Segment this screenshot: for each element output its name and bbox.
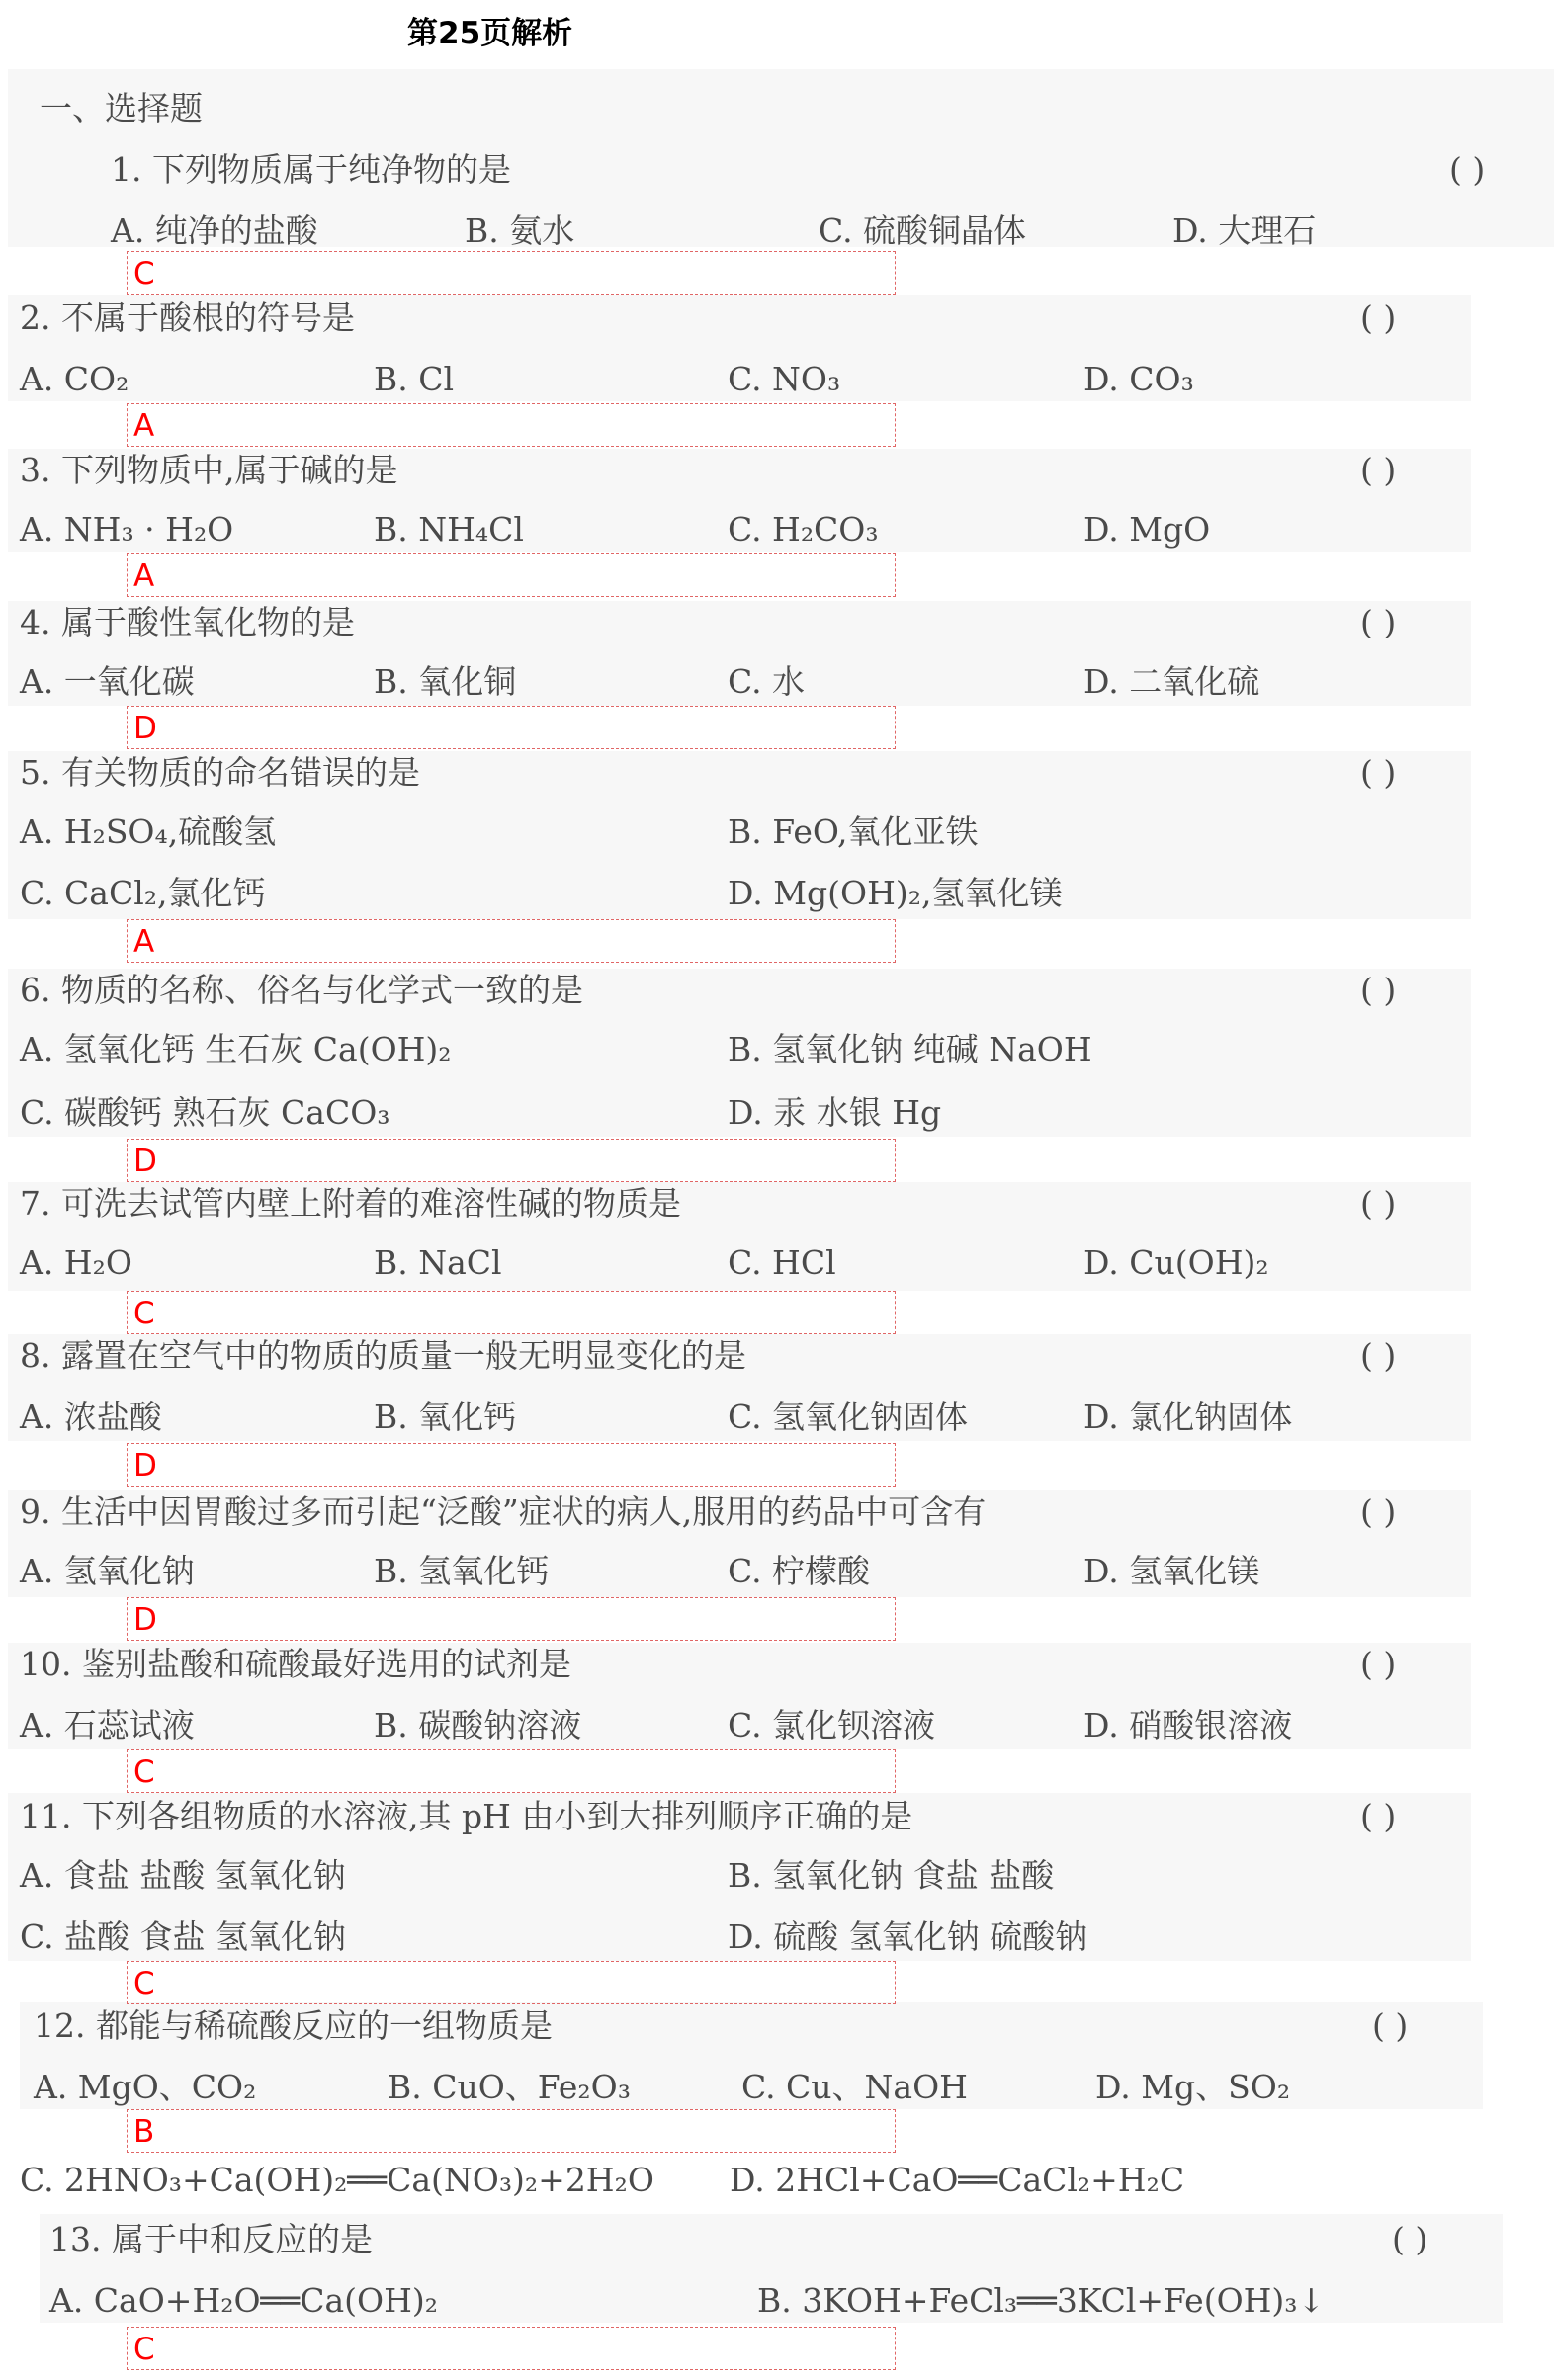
option-a: A. 氢氧化钠 [20,1552,195,1590]
option-b: B. FeO,氧化亚铁 [728,812,979,851]
answer-paren: ( ) [1360,603,1397,641]
answer-text: D [133,1144,157,1179]
answer-paren: ( ) [1360,1492,1397,1531]
answer-text: A [133,924,155,960]
answer-paren: ( ) [1392,2220,1428,2258]
option-c: C. 氢氧化钠固体 [728,1398,969,1436]
answer-box [127,2109,896,2153]
question-stem: 8. 露置在空气中的物质的质量一般无明显变化的是 [20,1336,746,1375]
answer-text: D [133,1448,157,1484]
option-b: B. NH₄Cl [374,510,524,549]
option-b: B. 碳酸钠溶液 [374,1706,582,1744]
option-d: D. 大理石 [1172,212,1317,250]
question-stem: 5. 有关物质的命名错误的是 [20,753,420,792]
question-stem: 9. 生活中因胃酸过多而引起“泛酸”症状的病人,服用的药品中可含有 [20,1492,987,1531]
answer-paren: ( ) [1372,2006,1409,2045]
answer-box [127,706,896,749]
option-d: D. CO₃ [1083,360,1194,398]
answer-box [127,1749,896,1793]
option-b: B. 氨水 [465,212,575,250]
answer-text: C [133,2332,155,2367]
option-c: C. 碳酸钙 熟石灰 CaCO₃ [20,1093,390,1132]
answer-box [127,403,896,447]
answer-text: C [133,1296,155,1331]
answer-text: C [133,1966,155,2001]
option-a: A. NH₃ · H₂O [20,510,234,549]
option-a: A. 一氧化碳 [20,662,195,701]
option-a: A. 石蕊试液 [20,1706,195,1744]
option-c: C. 柠檬酸 [728,1552,871,1590]
option-d: D. 汞 水银 Hg [728,1093,942,1132]
answer-box [127,1443,896,1487]
option-a: A. CO₂ [20,360,130,398]
option-d: D. Cu(OH)₂ [1083,1243,1269,1282]
option-b: B. NaCl [374,1243,502,1282]
answer-text: B [133,2114,155,2150]
option-b: B. 氧化钙 [374,1398,517,1436]
page-title: 第25页解析 [407,16,573,51]
answer-paren: ( ) [1360,1336,1397,1375]
option-c: C. NO₃ [728,360,841,398]
option-d-equation: D. 2HCl+CaO══CaCl₂+H₂C [730,2161,1185,2199]
answer-text: D [133,711,157,746]
option-d: D. 硝酸银溶液 [1083,1706,1293,1744]
question-stem: 7. 可洗去试管内壁上附着的难溶性碱的物质是 [20,1184,681,1223]
option-b: B. 3KOH+FeCl₃══3KCl+Fe(OH)₃↓ [757,2281,1326,2320]
option-a: A. H₂SO₄,硫酸氢 [20,812,277,851]
option-c: C. 盐酸 食盐 氢氧化钠 [20,1917,347,1956]
answer-box [127,1597,896,1641]
option-a: A. H₂O [20,1243,132,1282]
option-a: A. 氢氧化钙 生石灰 Ca(OH)₂ [20,1030,452,1068]
answer-paren: ( ) [1360,753,1397,792]
option-b: B. 氢氧化钙 [374,1552,550,1590]
option-d: D. 二氧化硫 [1083,662,1260,701]
answer-box [127,919,896,963]
question-stem: 2. 不属于酸根的符号是 [20,298,355,337]
question-stem: 13. 属于中和反应的是 [49,2220,373,2258]
option-c: C. H₂CO₃ [728,510,879,549]
answer-paren: ( ) [1360,971,1397,1009]
question-stem: 10. 鉴别盐酸和硫酸最好选用的试剂是 [20,1645,571,1683]
option-d: D. MgO [1083,510,1211,549]
option-c-equation: C. 2HNO₃+Ca(OH)₂══Ca(NO₃)₂+2H₂O [20,2161,654,2199]
question-stem: 6. 物质的名称、俗名与化学式一致的是 [20,971,583,1009]
option-c: C. HCl [728,1243,836,1282]
answer-paren: ( ) [1360,298,1397,337]
option-d: D. 氯化钠固体 [1083,1398,1293,1436]
option-b: B. 氢氧化钠 纯碱 NaOH [728,1030,1092,1068]
answer-paren: ( ) [1360,1645,1397,1683]
option-d: D. 氢氧化镁 [1083,1552,1260,1590]
answer-box [127,1139,896,1182]
option-d: D. Mg、SO₂ [1095,2068,1291,2106]
option-d: D. Mg(OH)₂,氢氧化镁 [728,874,1063,912]
answer-text: D [133,1602,157,1638]
answer-text: A [133,558,155,594]
question-stem: 3. 下列物质中,属于碱的是 [20,451,398,489]
option-c: C. 水 [728,662,806,701]
option-b: B. CuO、Fe₂O₃ [388,2068,631,2106]
option-a: A. CaO+H₂O══Ca(OH)₂ [49,2281,438,2320]
answer-box [127,1961,896,2004]
question-stem: 4. 属于酸性氧化物的是 [20,603,355,641]
answer-paren: ( ) [1449,150,1486,189]
option-b: B. 氢氧化钠 食盐 盐酸 [728,1856,1055,1895]
option-b: B. Cl [374,360,455,398]
option-c: C. Cu、NaOH [741,2068,968,2106]
answer-box [127,553,896,597]
answer-box [127,1291,896,1334]
answer-box [127,2327,896,2370]
question-stem: 11. 下列各组物质的水溶液,其 pH 由小到大排列顺序正确的是 [20,1797,913,1835]
answer-paren: ( ) [1360,451,1397,489]
answer-text: C [133,1754,155,1790]
option-a: A. 食盐 盐酸 氢氧化钠 [20,1856,346,1895]
option-c: C. CaCl₂,氯化钙 [20,874,266,912]
question-stem: 12. 都能与稀硫酸反应的一组物质是 [34,2006,553,2045]
answer-paren: ( ) [1360,1184,1397,1223]
option-a: A. 纯净的盐酸 [111,212,318,250]
answer-text: C [133,256,155,292]
option-c: C. 氯化钡溶液 [728,1706,936,1744]
option-a: A. MgO、CO₂ [34,2068,257,2106]
section-heading: 一、选择题 [40,89,203,128]
answer-box [127,251,896,295]
option-a: A. 浓盐酸 [20,1398,162,1436]
answer-paren: ( ) [1360,1797,1397,1835]
answer-text: A [133,408,155,444]
option-d: D. 硫酸 氢氧化钠 硫酸钠 [728,1917,1088,1956]
option-c: C. 硫酸铜晶体 [819,212,1027,250]
question-stem: 1. 下列物质属于纯净物的是 [111,150,511,189]
option-b: B. 氧化铜 [374,662,517,701]
